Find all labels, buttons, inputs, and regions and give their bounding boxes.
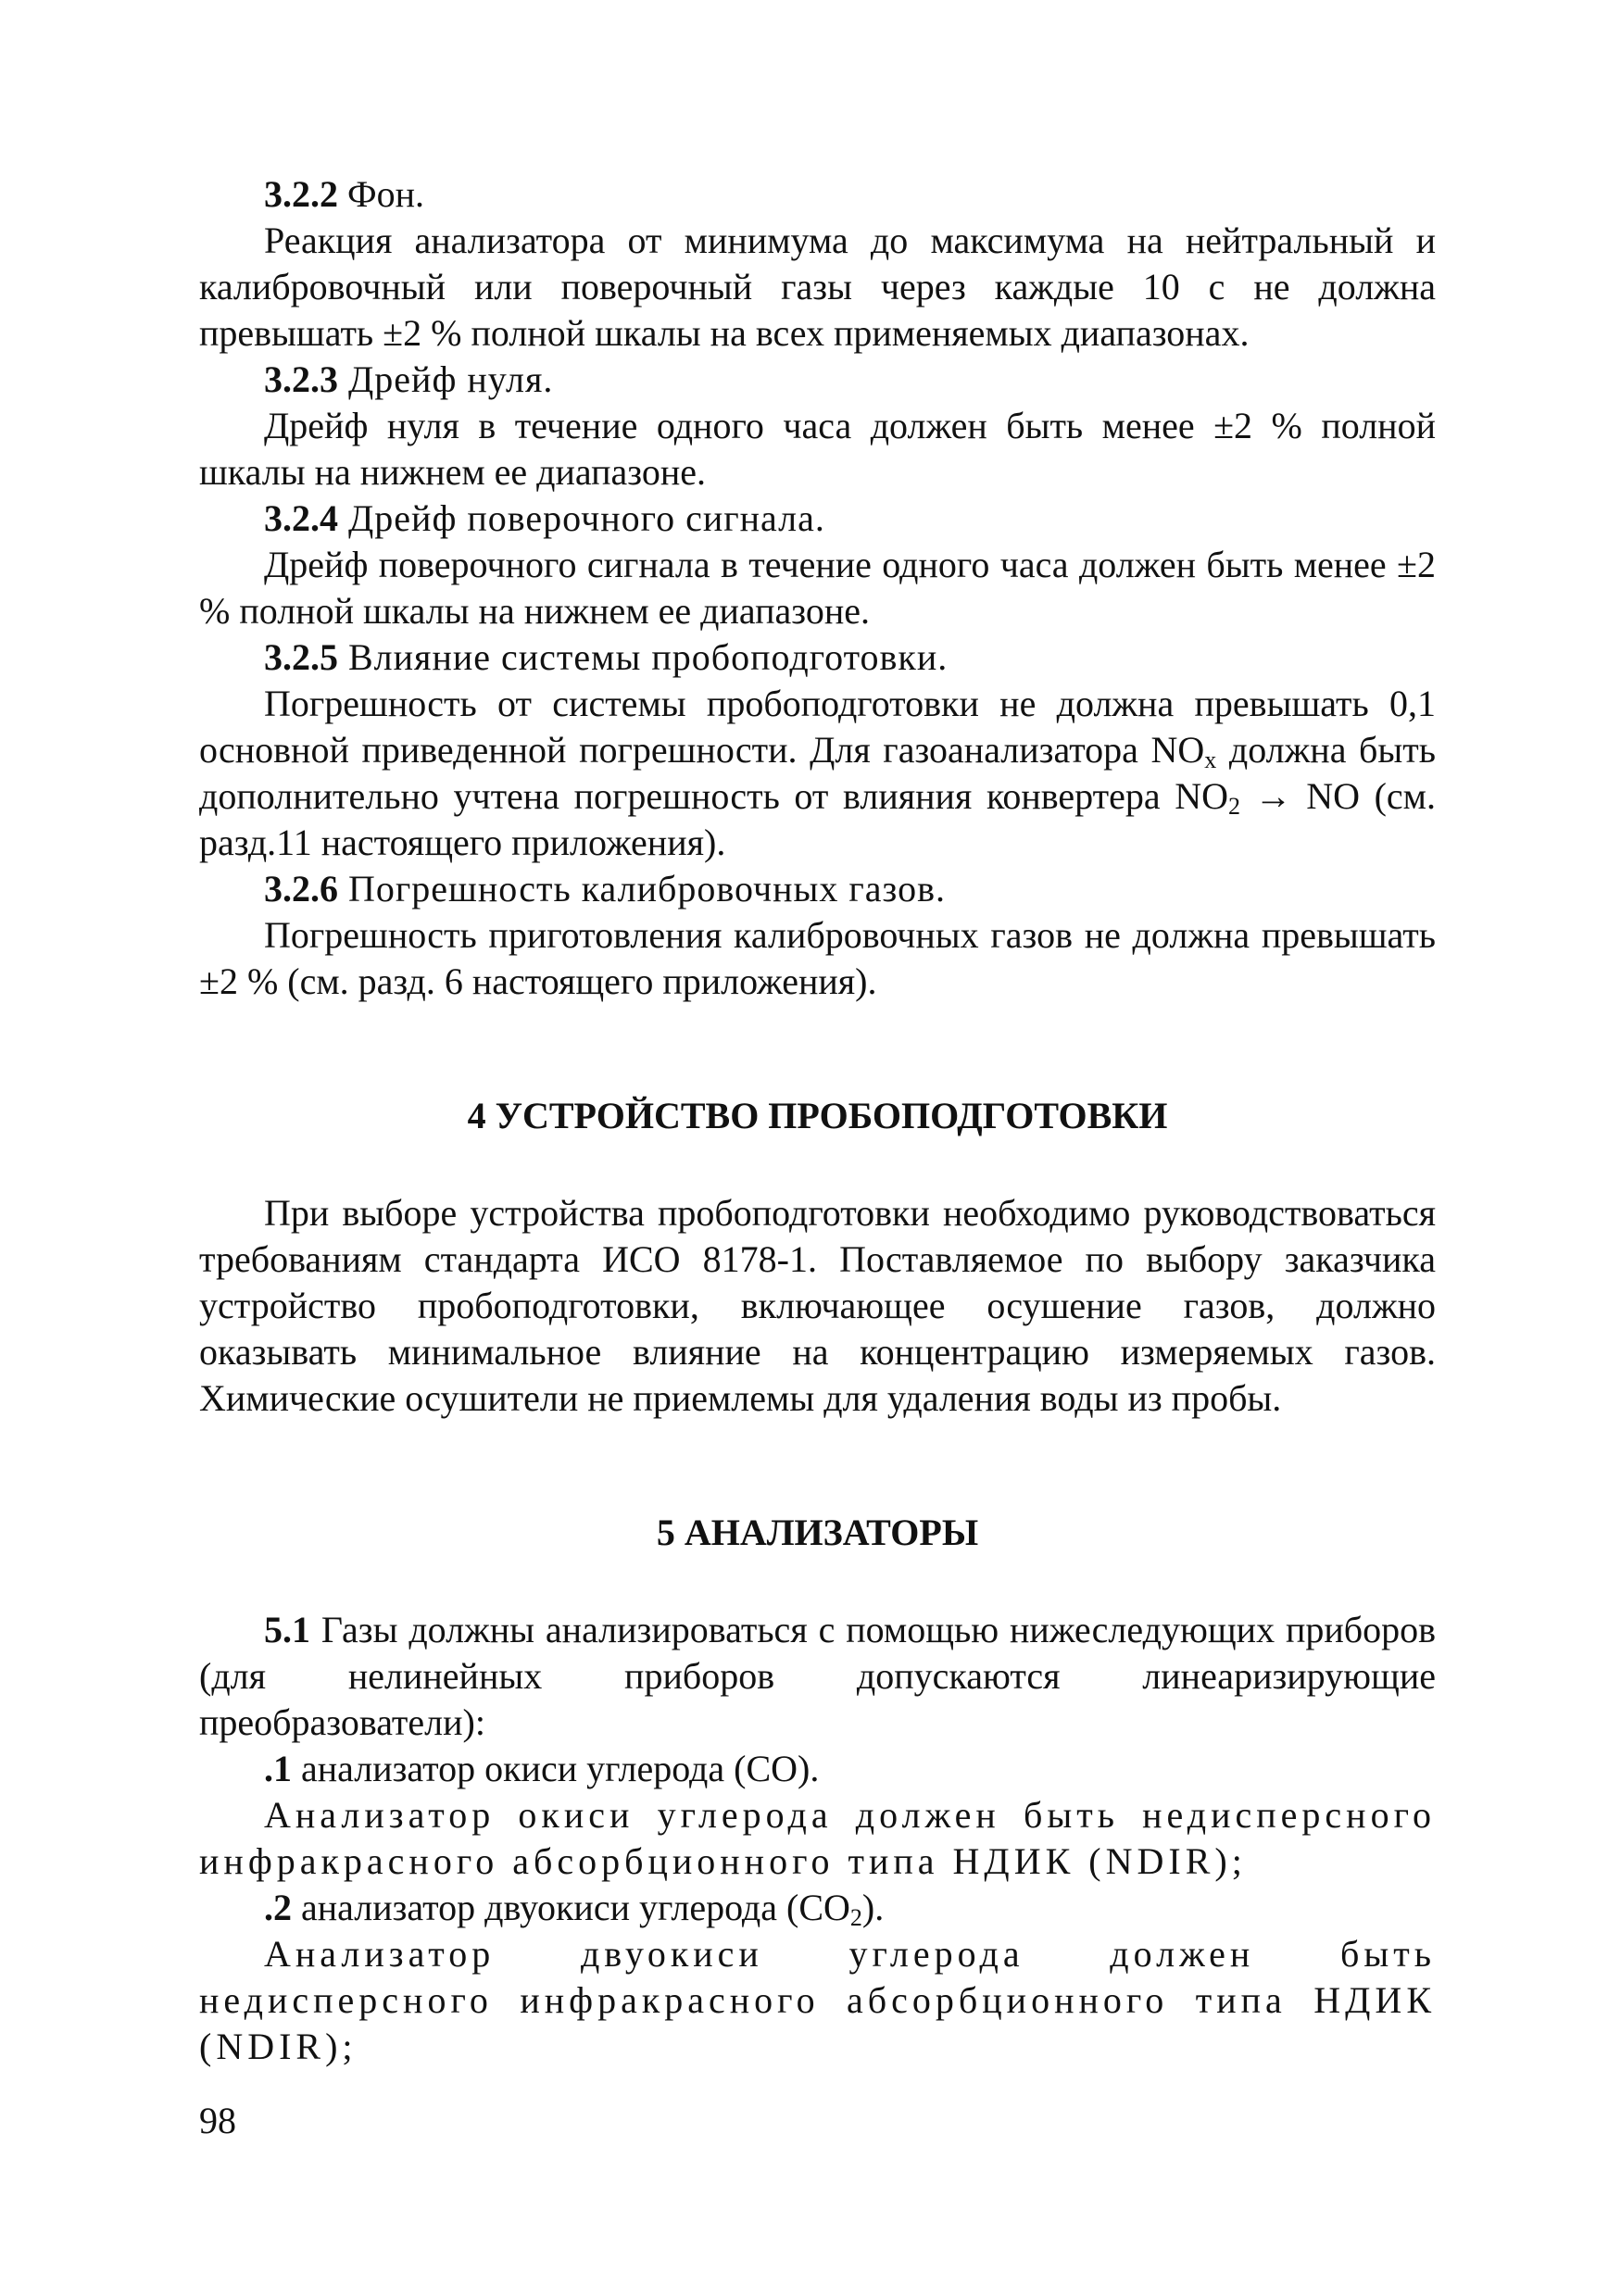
subsection-title: Дрейф нуля. <box>338 358 554 400</box>
body-text: Анализатор окиси углерода должен быть недисперсного инфракрасного абсорбционного типа НДИК (NDIR); <box>199 1794 1436 1882</box>
subsection-3-2-5-body <box>199 681 1436 866</box>
section-4-body: При выборе устройства пробоподготовки необходимо руководствоваться требованиям стандарта ИСО 8178-1. Поставляемое по выбору заказчика устройство пробоподготовки, включающее осушение газов, должно оказывать минимальное влияние на концентрацию измеряемых газов. Химические осушители не приемлемы для удаления воды из пробы. <box>199 1192 1436 1419</box>
subsection-3-2-5-title <box>199 634 1436 681</box>
item-text: анализатор двуокиси углерода (CO <box>292 1887 850 1928</box>
subsection-title: Дрейф поверочного сигнала. <box>338 497 825 539</box>
list-item-2-body <box>199 1931 1436 2070</box>
section-4-heading: 4 УСТРОЙСТВО ПРОБОПОДГОТОВКИ <box>467 1095 1168 1136</box>
item-number: .1 <box>264 1748 292 1789</box>
item-text: анализатор окиси углерода (CO). <box>292 1748 820 1789</box>
subsection-number: 3.2.4 <box>264 497 338 539</box>
document-page <box>199 171 1436 2070</box>
subsection-3-2-3-body: Дрейф нуля в течение одного часа должен быть менее ±2 % полной шкалы на нижнем ее диапазоне. <box>199 405 1436 493</box>
item-number: .2 <box>264 1887 292 1928</box>
body-text: Газы должны анализироваться с помощью нижеследующих приборов (для нелинейных приборов допускаются линеаризирующие преобразователи): <box>199 1609 1436 1743</box>
subsection-title: Погрешность калибровочных газов. <box>338 868 946 910</box>
list-item-1 <box>199 1746 1436 1792</box>
paragraph-5-1 <box>199 1607 1436 1746</box>
subsection-title: Влияние системы пробоподготовки. <box>338 636 949 678</box>
body-text: должна быть дополнительно учтена погрешность от влияния конвертера NO <box>199 729 1436 817</box>
paragraph-number: 5.1 <box>264 1609 310 1650</box>
body-text: Анализатор двуокиси углерода должен быть недисперсного инфракрасного абсорбционного типа НДИК (NDIR); <box>199 1933 1436 2067</box>
subsection-number: 3.2.3 <box>264 358 338 400</box>
section-5-heading: 5 АНАЛИЗАТОРЫ <box>656 1512 979 1553</box>
subscript: x <box>1204 747 1217 773</box>
subsection-number: 3.2.2 <box>264 173 338 215</box>
subsection-3-2-3-title <box>199 357 1436 403</box>
subscript: 2 <box>1228 793 1240 820</box>
subsection-number: 3.2.6 <box>264 868 338 910</box>
subsection-3-2-2-body: Реакция анализатора от минимума до максимума на нейтральный и калибровочный или поверочный газы через каждые 10 с не должна превышать ±2 % полной шкалы на всех применяемых диапазонах. <box>199 220 1436 354</box>
subsection-title: Фон. <box>338 173 425 215</box>
subsection-3-2-4-title <box>199 496 1436 542</box>
list-item-1-body <box>199 1792 1436 1885</box>
subsection-3-2-2-title <box>199 171 1436 218</box>
item-text-tail: ). <box>861 1887 885 1928</box>
page-number: 98 <box>199 2100 236 2141</box>
subsection-3-2-4-body: Дрейф поверочного сигнала в течение одного часа должен быть менее ±2 % полной шкалы на нижнем ее диапазоне. <box>199 544 1436 632</box>
subscript: 2 <box>849 1904 862 1931</box>
body-text: → NO (см. разд.11 настоящего приложения). <box>199 775 1436 863</box>
list-item-2 <box>199 1885 1436 1931</box>
subsection-number: 3.2.5 <box>264 636 338 678</box>
subsection-3-2-6-title <box>199 866 1436 912</box>
subsection-3-2-6-body: Погрешность приготовления калибровочных газов не должна превышать ±2 % (см. разд. 6 настоящего приложения). <box>199 914 1436 1002</box>
body-text: Погрешность от системы пробоподготовки не должна превышать 0,1 основной приведенной погрешности. Для газоанализатора NO <box>199 683 1436 771</box>
